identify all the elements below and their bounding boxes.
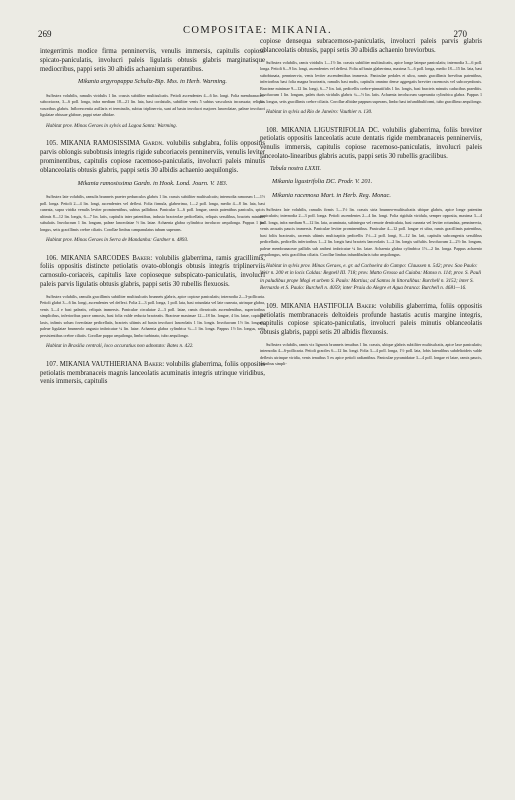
species-106-text: volubilis glaberrima, ramis gracillimis, foliis oppositis distincte petiolatis ovato-oblongis obtusis integris triplinerviis carnosulo-coriaceis, capitulis laxe copioseque subspicato-paniculatis, involucri paleis parvis ligulatis obtusis glabris, pappi setis 30 rubellis flexuosis. bbox=[40, 254, 265, 288]
species-109-name: MIKANIA HASTIFOLIA bbox=[280, 302, 354, 310]
species-109-text: volubilis glaberrima, foliis oppositis petiolatis membranaceis deltoideis profunde hastatis acutis margine integris, capitulis copiose spicato-paniculatis, involucri paleis minutis oblanceolatis obtusis glabris, pappi setis 20 albidis flexuosis. bbox=[260, 302, 482, 337]
species-105-text: volubilis subglabra, foliis oppositis parvis oblongis subobtusis integris rigide subcoriaceis penninerviis, venulis leviter prominentibus, capitulis copiose racemoso-paniculatis, involucri paleis minutis oblanceolatis obtusis glabris, pappi setis 30 albidis achaenio aequilongis. bbox=[40, 140, 265, 174]
species-105-number: 105. bbox=[46, 140, 58, 148]
species-107-number: 107. bbox=[46, 360, 58, 368]
species-108-description: Suffrutex late volubilis, ramulis firmis 1—1½ lin. crassis stria brunneo-multisulcatis ubique glabris, apice longe patentim paniculatis; internodia 2—3 poll. longa. Petioli ascendentes 2—4 lin. longi. Folia rigidula viridula, semper opposita, maxima 3—4 poll. longa, infra medium 9—12 lin. lata, acuminata, subintegra vel remote denticulata, basi cuneata vel leviter rotundata, penninervia, venis arcuatis paucis immersis. Paniculae leviter prominentibus. Paniculae 4—12 poll. longae et ultra, ramis gracillimis patentibus, basi foliis bracteatis, racemis ultimis multicapitis pedicellis 1½—2 poll. longi, 8—12 lin. lati, capitulis subcongestis sessilibus pedicellatis, pedicellis inferioribus 1—2 lin. longis basi bracteis lanceolatis 1—2 lin. longis suffultis. Involucrum 2—2½ lin. longum, paleae membranaceae pallidis sub anthesi imbricatae ¼ lin. latae. Achaenia glabra cylindrica 1½—2 lin. longa. Pappus achaenio aequilongus, setis gracilibus ciliatis. Corollae limbus infundibularis tubo aequilongus. bbox=[260, 206, 482, 258]
running-title: COMPOSITAE: MIKANIA. bbox=[182, 25, 333, 36]
species-108-diagnosis bbox=[260, 127, 482, 162]
species-107-diagnosis-end: copiose densequa subracemoso-paniculatis, involucri paleis parvis glabris oblanceolatis obtusis, pappi setis 30 albidis achaenio breviorbus. bbox=[260, 38, 482, 54]
species-106-habitat: Habitat in Brasilia centrali, loco accuratius non adnotato: Bates n. 422. bbox=[46, 343, 194, 350]
species-108-citation-1: Mikania ligustrifolia DC. Prodr. V. 201. bbox=[272, 177, 373, 185]
species-107-habitat: Habitat in sylvis ad Rio de Janeiro: Vauthier n. 130. bbox=[266, 109, 373, 116]
species-105-habitat: Habitat prov. Minas Geraes in Serra de Mandanha: Gardner n. 4893. bbox=[46, 237, 189, 244]
species-104-description: Suffrutex volubilis, ramulis viridulis 1 lin. crassis subtiliter multisulcatis. Petioli ascendentes 4—6 lin. longi. Folia membranaceo-subcoriacea, 3—6 poll. longa, infra medium 18—21 lin. lata, basi cordatulis, subtiliter venis 5 subtus vasculosis incrassata; reliquis vasoribus glabris. Inflorescentia axillaris et terminalis, subtus triplinervia, sunt ad basin involucri majores lanceolatae, paleae involucri ligulatae obtusae glabrae, pappi setae albidae. bbox=[40, 92, 265, 118]
species-108-habitat: Habitat in sylvis prov. Minas Geraes, e. gr. ad Cachoeira do Campo: Claussen n. 542; prov. Sao Paulo: Weir n. 200 et in locis Caldas: Regnell III. 718; prov. Matto Grosso ad Cuiaba: Manso n. 114; prov. S. Pauli in paludibus prope Mogi et urbem S. Paulo: Martius; ad Santos in littoralibus: Burchell n. 3152; inter S. Bernardo et S. Paulo: Burchell n. 4059; inter Praia do Alegre et Agua branca: Burchell n. 4681—16. bbox=[260, 262, 482, 292]
species-104-citation: Mikania argyropappa Schultz-Bip. Mss. in Herb. Warming. bbox=[77, 78, 228, 86]
species-109-author: Baker: bbox=[356, 302, 377, 310]
species-106-name: MIKANIA SARCODES bbox=[60, 254, 130, 262]
species-108-citation-2: Mikania racemosa Mart. in Herb. Reg. Monac. bbox=[272, 192, 391, 200]
species-105-citation: Mikania ramosissima Gardn. in Hook. Lond. Journ. V. 183. bbox=[77, 179, 228, 187]
species-105-diagnosis bbox=[40, 140, 265, 175]
species-105-description: Suffrutex late volubilis, ramulis brunneis praeter pedunculos glabris 1 lin. crassis subtiliter multisulcatis; internodia ramorum 1—1½ poll. longa. Petioli 2—4 lin. longi, ascendentes vel deflexi. Folia firmula, glaberrima, 1—2 poll. longa, medio 4—8 lin. lata, basi cuneata, supra viridia venulis leviter prominentibus, subtus pallidiora. Panicular 3—6 poll. longae, ramis patentibus paniculis, spicis ultimis 8—12 lin. longis, 6—7 lin. latis, capitulis inter patentibus, indusio bracteolae pedicellatis, reliquis sessilibus, bracteis minimis subulatis. Involucrum 1 lin. longum, paleae lanceolatae ½ lin. latae. Achaenia glabra cylindrica involucro aequilonga. Pappus 1 lin. longus, setis gracillimis crebre ciliatis. Corollae limbus campanulatus tubum superans. bbox=[40, 194, 265, 232]
left-column bbox=[40, 48, 265, 391]
species-108-name: MIKANIA LIGUSTRIFOLIA bbox=[281, 126, 366, 134]
species-106-author: Baker: bbox=[132, 254, 153, 262]
species-106-diagnosis bbox=[40, 255, 265, 290]
plate-reference: Tabula nostra LXXII. bbox=[270, 165, 321, 172]
species-106-description: Suffrutex volubilis, ramulis gracillimis subtiliter multisulcatis brunneis glabris, apice copiose paniculatis; internodia 2—3-pollicaria. Petioli glabri 3—6 lin. longi, ascendentes vel deflexi. Folia 2—3 poll. longa, 1 poll. lata, basi rotundata vel late cuneata, utrinque glabra, venis 3—4 e basi paleatis, reliquis immersis. Paniculae circulatae 2—3 poll. latae, ramis divaricatis ascendentibus, superioribus simplicibus, inferioribus parce ramosis, basi folia valde reducta bracteatis. Bracteae maximae 12—18 lin. longae, 4 lin. latae, capitulis laxis, infimis solum foveolatae pedicellatis, bracteis ultimis ad basin involucri lanceolatis 1 lin. longis. Involucrum 1½ lin. longum, paleae ligulatae brunneolo angusto imbricatae ¼ lin. latae. Achaenia glabra cylindrica ¾—1 lin. longa. Pappus 1½ lin. longus, setis persistentibus crebre ciliatis. Corollae pappo aequilonga, limbo turbinato, tubo aequilongo. bbox=[40, 293, 265, 338]
species-109-number: 109. bbox=[266, 302, 278, 310]
page-number-right: 270 bbox=[453, 29, 467, 39]
species-107-text: volubilis glaberrima, foliis oppositis petiolatis membranaceis magnis lanceolatis acuminatis integris utrinque viridibus, venis immersis, capitulis bbox=[40, 360, 265, 386]
species-108-author: DC. bbox=[368, 126, 380, 134]
species-107-diagnosis bbox=[40, 361, 265, 387]
right-column bbox=[260, 38, 482, 372]
species-104-diagnosis-end: integerrimis modice firma penninerviis, venulis immersis, capitulis copiose spicato-paniculatis, involucri paleis ligulatis obtusis glabris marginatisque mediocribus, pappi setis 30 albidis achaenium superantibus. bbox=[40, 48, 265, 73]
species-105-name: MIKANIA RAMOSISSIMA bbox=[60, 140, 141, 148]
species-108-number: 108. bbox=[266, 126, 278, 134]
species-107-name: MIKANIA VAUTHIERIANA bbox=[59, 360, 143, 368]
species-109-description: Suffrutex volubilis, ramis vix lignosis brunneis tenuibus 1 lin. crassis, ubique glabris subtiliter multisulcatis, apice laxe paniculatis; internodia 4—6-pollicaria. Petioli graciles 6—12 lin. longi. Folia 3—4 poll. longa, 1½ poll. lata, lobis lateralibus subdeltoideis valde deflexis utrinque viridia, venis tenuibus 5 ex apice petioli radiantibus. Paniculae pyramidatae 3—4 poll. longae et latae, ramis paucis, omnibus simpli- bbox=[260, 341, 482, 367]
species-107-author: Baker: bbox=[144, 360, 165, 368]
species-106-number: 106. bbox=[46, 254, 58, 262]
page-number-left: 269 bbox=[38, 29, 52, 39]
species-109-diagnosis bbox=[260, 303, 482, 338]
species-107-description: Suffrutex volubilis, ramis viridulis 1—1½ lin. crassis subtiliter multisulcatis, apice longe lateque paniculatis; internodia 3—6 poll. longa. Petioli 6—9 lin. longi, ascendentes vel deflexi. Folia ad basin glaberrima, maxima 5—6 poll. longa, medio 18—15 lin. lata, basi subobtusata, penninervia, venis leviter ascendentibus immersis. Paniculae pedales et ultra, ramis gracillimis brevibus patentibus, inferioribus basi folia magna bracteatis, ramulis basi nudis, capitulis omnino dense aggregatis breviter racemosis vel subcorymbosis. Bracteae minimae 9—12 lin. longi, 6—7 lin. lati, pedicellis crebre-pinnatifidis 1 lin. longis, basi bracteis minutis caducibus praeditis. Involucrum 1 lin. longum, paleis duris viridulis glabris ¼—½ lin. latis. Achaenia involucrum superantia cylindrica glabra. Pappus 1 lin. longus, setis gracillimis crebre ciliatis. Corollae albidae pappum superans, limbo basi infundibuliformi, tubo gracillimo aequilongo. bbox=[260, 59, 482, 104]
species-108-text: volubilis glaberrima, foliis breviter petiolatis oppositis lanceolatis acute dentatis rigide membranaceis penninerviis, venulis immersis, capitulis copiose racemoso-paniculatis, involucri paleis lanceolato-linearibus glabris acutis, pappi setis 30 rubellis gracilibus. bbox=[260, 126, 482, 160]
species-105-author: Gardn. bbox=[143, 140, 164, 148]
species-104-habitat: Habitat prov. Minas Geraes in sylvis ad Lagoa Santa: Warming. bbox=[46, 122, 177, 129]
